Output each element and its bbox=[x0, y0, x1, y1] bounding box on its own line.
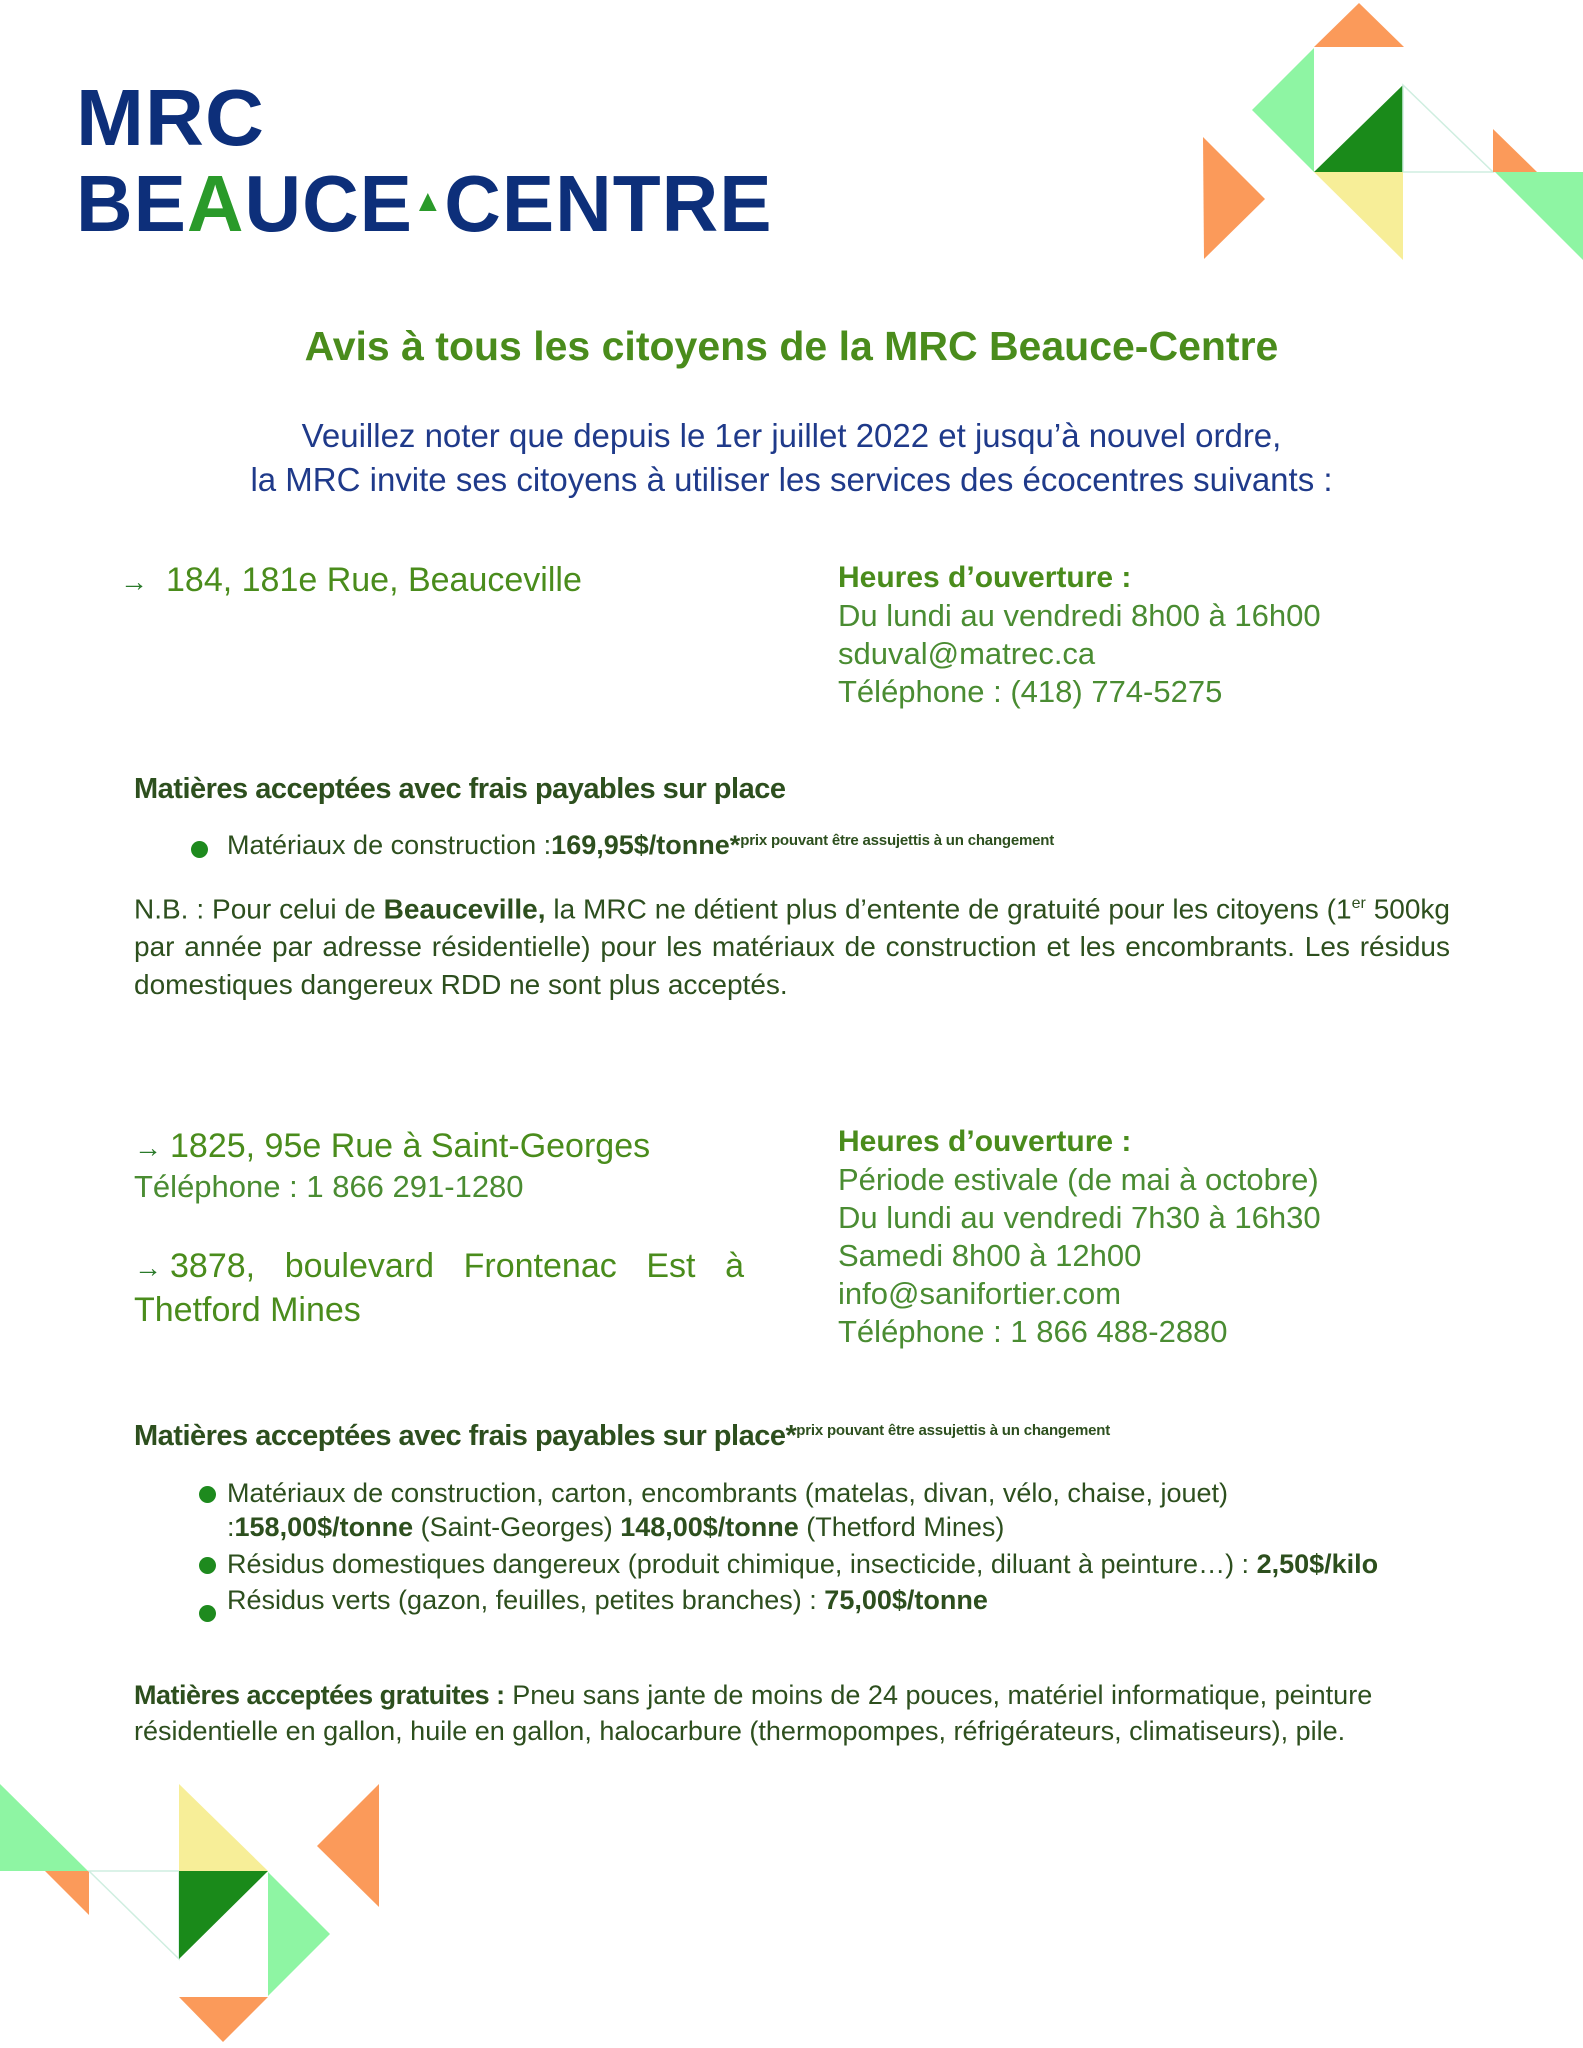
ecocentre2-hours-heading: Heures d’ouverture : bbox=[838, 1125, 1132, 1158]
arrow-right-icon: → bbox=[120, 566, 148, 597]
light-green-triangle bbox=[0, 1784, 88, 1871]
ecocentre2-fees-heading bbox=[134, 1420, 1110, 1453]
logo-maple-a: A bbox=[186, 159, 245, 248]
ecocentre2-fee-item-3 bbox=[227, 1585, 988, 1616]
nb-mid: la MRC ne détient plus d’entente de gratuité pour les citoyens (1 bbox=[545, 893, 1352, 925]
ecocentre1-address-text: 184, 181e Rue, Beauceville bbox=[166, 561, 582, 599]
ecocentre1-phone: Téléphone : (418) 774-5275 bbox=[838, 674, 1223, 709]
fee-label: Résidus verts (gazon, feuilles, petites branches) : bbox=[227, 1585, 825, 1615]
ecocentre2-address1 bbox=[134, 1127, 650, 1166]
orange-triangle bbox=[1314, 3, 1404, 47]
ecocentre2-phone1: Téléphone : 1 866 291-1280 bbox=[134, 1169, 524, 1204]
ecocentre2-fee-item-1-line2 bbox=[227, 1512, 1004, 1543]
price-change-note: prix pouvant être assujettis à un changement bbox=[740, 832, 1055, 849]
orange-triangle bbox=[179, 1997, 268, 2042]
logo-triangle-icon bbox=[419, 193, 437, 211]
outline-triangle bbox=[1403, 85, 1493, 172]
outline-triangle bbox=[89, 1871, 179, 1959]
ecocentre2-address1-text: 1825, 95e Rue à Saint-Georges bbox=[170, 1127, 651, 1165]
nb-prefix: N.B. : Pour celui de bbox=[134, 893, 384, 925]
ecocentre1-email[interactable]: sduval@matrec.ca bbox=[838, 636, 1096, 671]
fee-price: 75,00$/tonne bbox=[824, 1585, 988, 1615]
light-green-triangle bbox=[1495, 172, 1583, 260]
place-thetford: (Thetford Mines) bbox=[798, 1512, 1005, 1542]
ecocentre2-address2-line2: Thetford Mines bbox=[134, 1291, 361, 1329]
nb-bold: Beauceville, bbox=[383, 893, 546, 925]
dark-green-triangle bbox=[1314, 85, 1403, 172]
free-materials-paragraph bbox=[134, 1677, 1454, 1749]
bullet-dot-icon bbox=[191, 841, 208, 858]
ecocentre2-season: Période estivale (de mai à octobre) bbox=[838, 1162, 1319, 1197]
price-thetford: 148,00$/tonne bbox=[620, 1512, 799, 1542]
free-text: Pneu sans jante de moins de 24 pouces, matériel informatique, peinture résidentielle en gallon, huile en gallon, halocarbure (thermopompes, réfrigérateurs, climatiseurs), pile. bbox=[134, 1680, 1373, 1746]
place-saint-georges: (Saint-Georges) bbox=[413, 1512, 621, 1542]
orange-triangle bbox=[1203, 137, 1265, 259]
ecocentre2-address2 bbox=[134, 1247, 744, 1286]
fee-label: Résidus domestiques dangereux (produit chimique, insecticide, diluant à peinture…) : bbox=[227, 1549, 1257, 1579]
prefix: : bbox=[227, 1512, 235, 1542]
bullet-dot-icon bbox=[199, 1557, 216, 1574]
light-green-triangle bbox=[1252, 48, 1314, 172]
ecocentre2-email[interactable]: info@sanifortier.com bbox=[838, 1276, 1122, 1311]
subtitle-line-1: Veuillez noter que depuis le 1er juillet 2022 et jusqu’à nouvel ordre, bbox=[301, 417, 1282, 454]
orange-triangle bbox=[1493, 129, 1537, 172]
logo-centre: CENTRE bbox=[444, 159, 773, 248]
logo-be: BE bbox=[76, 159, 187, 248]
arrow-right-icon: → bbox=[134, 1252, 162, 1283]
fee-price: 169,95$/tonne* bbox=[551, 830, 741, 860]
ecocentre2-saturday: Samedi 8h00 à 12h00 bbox=[838, 1238, 1142, 1273]
fee-price: 2,50$/kilo bbox=[1256, 1549, 1379, 1579]
ecocentre2-fee-item-1-line1: Matériaux de construction, carton, encombrants (matelas, divan, vélo, chaise, jouet) bbox=[227, 1478, 1228, 1508]
bullet-dot-icon bbox=[199, 1486, 216, 1503]
logo-beauce-centre bbox=[76, 159, 773, 248]
ecocentre1-fee-item bbox=[227, 830, 1054, 861]
ecocentre1-fees-heading: Matières acceptées avec frais payables sur place bbox=[134, 773, 786, 805]
light-green-triangle bbox=[268, 1872, 330, 1996]
logo-uce: UCE bbox=[244, 159, 413, 248]
arrow-right-icon: → bbox=[134, 1132, 162, 1163]
orange-triangle bbox=[317, 1784, 379, 1907]
yellow-triangle bbox=[179, 1784, 268, 1871]
nb-rest: 500kg par année par adresse résidentielle) pour les matériaux de construction et les encombrants. Les résidus domestiques dangereux RDD ne sont plus acceptés. bbox=[134, 893, 1450, 1001]
fee-label: Matériaux de construction : bbox=[227, 830, 552, 860]
dark-green-triangle bbox=[179, 1871, 268, 1959]
logo-mrc: MRC bbox=[76, 73, 265, 162]
ecocentre1-hours: Du lundi au vendredi 8h00 à 16h00 bbox=[838, 598, 1321, 633]
ecocentre1-address bbox=[120, 561, 582, 600]
nb-sup: er bbox=[1351, 895, 1366, 912]
bullet-dot-icon bbox=[199, 1605, 216, 1622]
ecocentre2-weekdays: Du lundi au vendredi 7h30 à 16h30 bbox=[838, 1200, 1321, 1235]
ecocentre2-address2-line1: 3878, boulevard Frontenac Est à bbox=[170, 1247, 744, 1285]
nb-paragraph bbox=[134, 885, 1450, 1004]
ecocentre2-phone: Téléphone : 1 866 488-2880 bbox=[838, 1314, 1228, 1349]
page-title: Avis à tous les citoyens de la MRC Beauce-Centre bbox=[304, 323, 1279, 369]
ecocentre1-hours-heading: Heures d’ouverture : bbox=[838, 561, 1132, 594]
subtitle-line-2: la MRC invite ses citoyens à utiliser les services des écocentres suivants : bbox=[250, 461, 1333, 498]
yellow-triangle bbox=[1314, 172, 1403, 260]
price-change-note: prix pouvant être assujettis à un changement bbox=[796, 1422, 1111, 1439]
fees-heading-text: Matières acceptées avec frais payables sur place* bbox=[134, 1420, 797, 1452]
ecocentre2-fee-item-2 bbox=[227, 1549, 1378, 1580]
free-heading: Matières acceptées gratuites : bbox=[134, 1680, 505, 1710]
price-saint-georges: 158,00$/tonne bbox=[234, 1512, 414, 1542]
orange-triangle bbox=[45, 1871, 89, 1915]
